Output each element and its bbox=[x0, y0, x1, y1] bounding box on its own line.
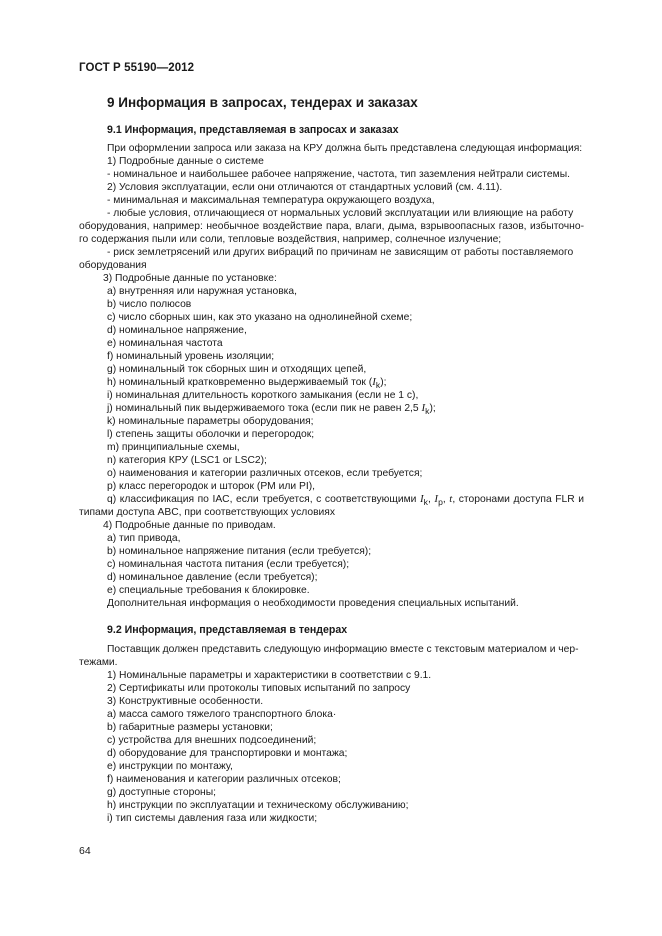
page-number: 64 bbox=[79, 845, 91, 857]
list-item: e) специальные требования к блокировке. bbox=[107, 585, 310, 596]
list-item: i) тип системы давления газа или жидкости; bbox=[107, 813, 318, 824]
list-item: d) номинальное давление (если требуется); bbox=[107, 572, 318, 583]
list-item: - номинальное и наибольшее рабочее напряжение, частота, тип заземления нейтрали системы. bbox=[107, 169, 570, 180]
section-title: 9 Информация в запросах, тендерах и заказах bbox=[107, 95, 418, 110]
list-item: 2) Условия эксплуатации, если они отличаются от стандартных условий (см. 4.11). bbox=[107, 182, 503, 193]
paragraph-line: типами доступа ABC, при соответствующих условиях bbox=[79, 507, 336, 518]
list-item: p) класс перегородок и шторок (PM или PI), bbox=[107, 481, 316, 492]
paragraph-line: Поставщик должен представить следующую информацию вместе с текстовым материалом и чер- bbox=[107, 644, 579, 655]
list-item: c) устройства для внешних подсоединений; bbox=[107, 735, 317, 746]
list-item: b) число полюсов bbox=[107, 299, 192, 310]
list-item: n) категория КРУ (LSC1 or LSC2); bbox=[107, 455, 267, 466]
paragraph-line: - любые условия, отличающиеся от нормальных условий эксплуатации или влияющие на работу bbox=[107, 208, 574, 219]
paragraph: Дополнительная информация о необходимости проведения специальных испытаний. bbox=[107, 598, 519, 609]
paragraph-line: тежами. bbox=[79, 657, 118, 668]
list-item: k) номинальные параметры оборудования; bbox=[107, 416, 314, 427]
list-item: c) номинальная частота питания (если требуется); bbox=[107, 559, 350, 570]
paragraph: При оформлении запроса или заказа на КРУ должна быть представлена следующая информация: bbox=[107, 143, 583, 154]
list-item: a) масса самого тяжелого транспортного блока· bbox=[107, 709, 337, 720]
list-item: e) номинальная частота bbox=[107, 338, 223, 349]
list-item: l) степень защиты оболочки и перегородок; bbox=[107, 429, 315, 440]
list-item: h) номинальный кратковременно выдерживаемый ток $(I_k)$; bbox=[107, 376, 387, 391]
list-item: c) число сборных шин, как это указано на однолинейной схеме; bbox=[107, 312, 413, 323]
list-item: f) наименования и категории различных отсеков; bbox=[107, 774, 341, 785]
list-item: a) внутренняя или наружная установка, bbox=[107, 286, 297, 297]
list-item: m) принципиальные схемы, bbox=[107, 442, 240, 453]
paragraph-line: го содержания пыли или соли, тепловые воздействия, например, солнечное излучение; bbox=[79, 234, 502, 245]
list-item: a) тип привода, bbox=[107, 533, 181, 544]
list-item: 1) Номинальные параметры и характеристики в соответствии с 9.1. bbox=[107, 670, 432, 681]
subsection-9-1-title: 9.1 Информация, представляемая в запросах и заказах bbox=[107, 124, 399, 136]
list-item: d) оборудование для транспортировки и монтажа; bbox=[107, 748, 348, 759]
list-item: 3) Подробные данные по установке: bbox=[103, 273, 277, 284]
list-item: d) номинальное напряжение, bbox=[107, 325, 247, 336]
list-item: b) габаритные размеры установки; bbox=[107, 722, 273, 733]
list-item: e) инструкции по монтажу, bbox=[107, 761, 233, 772]
subsection-9-2-title: 9.2 Информация, представляемая в тендерах bbox=[107, 624, 348, 636]
list-item: o) наименования и категории различных отсеков, если требуется; bbox=[107, 468, 423, 479]
list-item: q) классификация по IAC, если требуется, с соответствующими $I_k$, $I_p$, t, сторонами доступа FLR и bbox=[107, 493, 584, 508]
list-item: g) номинальный ток сборных шин и отходящих цепей, bbox=[107, 364, 367, 375]
standard-header: ГОСТ Р 55190—2012 bbox=[79, 62, 195, 74]
list-item: j) номинальный пик выдерживаемого тока (если пик не равен 2,5 $I_k$); bbox=[107, 402, 436, 417]
list-item: b) номинальное напряжение питания (если требуется); bbox=[107, 546, 372, 557]
list-item: h) инструкции по эксплуатации и техническому обслуживанию; bbox=[107, 800, 409, 811]
list-item: i) номинальная длительность короткого замыкания (если не 1 с), bbox=[107, 390, 419, 401]
paragraph-line: - риск землетрясений или других вибраций по причинам не зависящим от работы поставляемого bbox=[107, 247, 574, 258]
list-item: f) номинальный уровень изоляции; bbox=[107, 351, 275, 362]
list-item: g) доступные стороны; bbox=[107, 787, 217, 798]
list-item: - минимальная и максимальная температура окружающего воздуха, bbox=[107, 195, 435, 206]
paragraph-line: оборудования, например: необычное воздействие пара, влаги, дыма, взрывоопасных газов, избыточно- bbox=[79, 221, 584, 232]
list-item: 2) Сертификаты или протоколы типовых испытаний по запросу bbox=[107, 683, 411, 694]
list-item: 1) Подробные данные о системе bbox=[107, 156, 264, 167]
paragraph-line: оборудования bbox=[79, 260, 147, 271]
list-item: 3) Конструктивные особенности. bbox=[107, 696, 264, 707]
list-item: 4) Подробные данные по приводам. bbox=[103, 520, 276, 531]
